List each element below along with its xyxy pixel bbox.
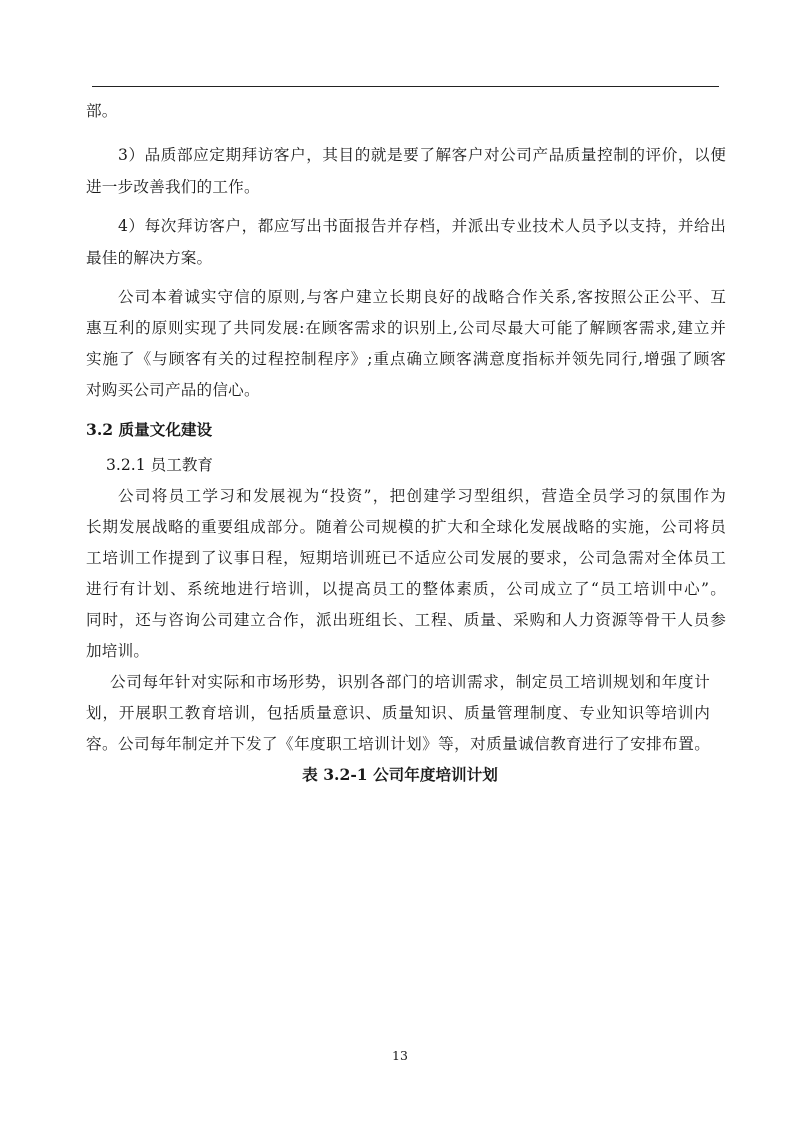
page-number: 13 bbox=[392, 1048, 408, 1063]
section-heading: 3.2 质量文化建设 bbox=[86, 420, 213, 439]
paragraph-line: 实施了《与顾客有关的过程控制程序》;重点确立顾客满意度指标并领先同行,增强了顾客 bbox=[86, 350, 726, 368]
header-rule bbox=[92, 86, 719, 87]
paragraph-line: 容。公司每年制定并下发了《年度职工培训计划》等，对质量诚信教育进行了安排布置。 bbox=[86, 735, 710, 753]
paragraph-line: 3）品质部应定期拜访客户，其目的就是要了解客户对公司产品质量控制的评价，以便 bbox=[118, 146, 726, 164]
paragraph-line: 划，开展职工教育培训，包括质量意识、质量知识、质量管理制度、专业知识等培训内 bbox=[86, 704, 710, 722]
paragraph-line: 惠互利的原则实现了共同发展:在顾客需求的识别上,公司尽最大可能了解顾客需求,建立并 bbox=[86, 319, 726, 337]
paragraph-line: 4）每次拜访客户，都应写出书面报告并存档，并派出专业技术人员予以支持，并给出 bbox=[118, 217, 726, 235]
paragraph-line: 部。 bbox=[86, 102, 118, 120]
paragraph-line: 公司每年针对实际和市场形势，识别各部门的培训需求，制定员工培训规划和年度计 bbox=[110, 673, 710, 691]
paragraph-line: 公司将员工学习和发展视为“投资”，把创建学习型组织，营造全员学习的氛围作为 bbox=[118, 487, 726, 505]
paragraph-line: 加培训。 bbox=[86, 642, 150, 660]
paragraph-line: 同时，还与咨询公司建立合作，派出班组长、工程、质量、采购和人力资源等骨干人员参 bbox=[86, 611, 726, 629]
paragraph-line: 工培训工作提到了议事日程，短期培训班已不适应公司发展的要求，公司急需对全体员工 bbox=[86, 549, 726, 567]
paragraph-line: 公司本着诚实守信的原则,与客户建立长期良好的战略合作关系,客按照公正公平、互 bbox=[118, 288, 726, 306]
paragraph-line: 进一步改善我们的工作。 bbox=[86, 178, 260, 196]
subsection-heading: 3.2.1 员工教育 bbox=[106, 456, 214, 474]
paragraph-line: 最佳的解决方案。 bbox=[86, 249, 213, 267]
paragraph-line: 进行有计划、系统地进行培训，以提高员工的整体素质，公司成立了“员工培训中心”。 bbox=[86, 580, 726, 598]
table-caption: 表 3.2-1 公司年度培训计划 bbox=[302, 765, 498, 784]
paragraph-line: 长期发展战略的重要组成部分。随着公司规模的扩大和全球化发展战略的实施，公司将员 bbox=[86, 518, 726, 536]
paragraph-line: 对购买公司产品的信心。 bbox=[86, 381, 260, 399]
